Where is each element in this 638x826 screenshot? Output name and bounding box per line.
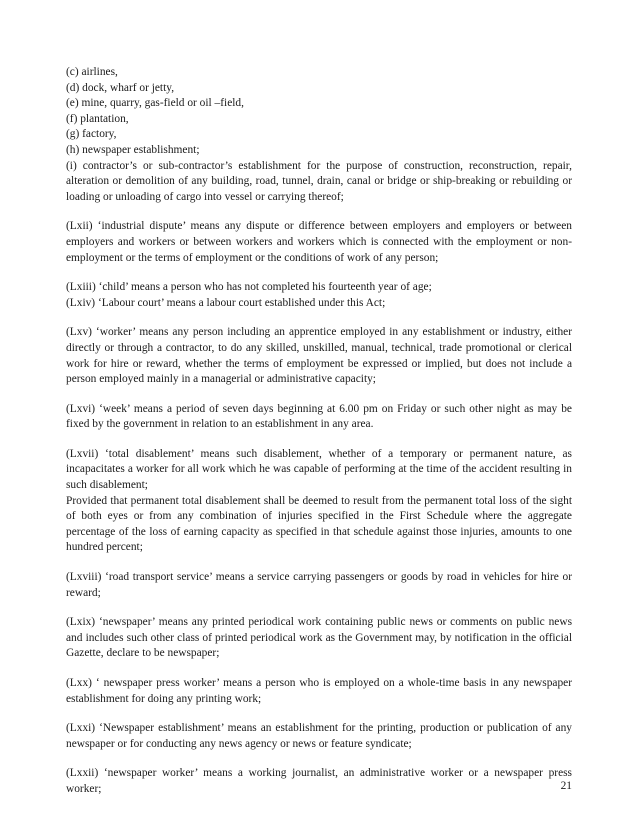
list-item-d: (d) dock, wharf or jetty, [66,81,175,94]
definition-lxvii: (Lxvii) ‘total disablement’ means such disablement, whether of a temporary or permanent nature, as incapacitates a worker for all work which he was capable of performing at the time of the accident resulting in such disablement; [66,447,572,492]
paragraph-gap [66,266,572,280]
definition-lxv: (Lxv) ‘worker’ means any person including an apprentice employed in any establishment or industry, either directly or through a contractor, to do any skilled, unskilled, manual, technical, trade promotional or clerical work for hire or reward, whether the terms of employment be expressed or implied, but does not include a person employed mainly in a managerial or administrative capacity; [66,326,572,386]
document-page [66,65,572,798]
paragraph-gap [66,311,572,325]
definition-lxviii: (Lxviii) ‘road transport service’ means a service carrying passengers or goods by road in vehicles for hire or reward; [66,571,572,599]
list-item-c: (c) airlines, [66,66,118,78]
paragraph-gap [66,388,572,402]
paragraph-gap [66,601,572,615]
list-item-e: (e) mine, quarry, gas-field or oil –field, [66,97,244,110]
paragraph-gap [66,556,572,570]
definition-lxiii: (Lxiii) ‘child’ means a person who has not completed his fourteenth year of age; [66,281,432,294]
definition-lxxi: (Lxxi) ‘Newspaper establishment’ means an establishment for the printing, production or publication of any newspaper or for conducting any news agency or news or feature syndicate; [66,722,572,750]
list-item-h: (h) newspaper establishment; [66,143,200,156]
definition-lxvi: (Lxvi) ‘week’ means a period of seven days beginning at 6.00 pm on Friday or such other night as may be fixed by the government in relation to an establishment in any area. [66,402,572,431]
definition-lxx: (Lxx) ‘ newspaper press worker’ means a person who is employed on a whole-time basis in any newspaper establishment for doing any printing work; [66,677,572,705]
paragraph-gap [66,707,572,721]
list-item-g: (g) factory, [66,128,117,141]
definition-lxix: (Lxix) ‘newspaper’ means any printed periodical work containing public news or comments on public news and includes such other class of printed periodical work as the Government may, by notification in the official Gazette, declare to be newspaper; [66,616,572,660]
definition-lxvii-proviso: Provided that permanent total disablement shall be deemed to result from the permanent total loss of the sight of both eyes or from any combination of injuries specified in the First Schedule where the aggregate percentage of the loss of earning capacity as specified in that schedule against those injuries, amounts to one hundred percent; [66,494,572,554]
paragraph-gap [66,662,572,676]
page-number: 21 [560,780,572,792]
definition-lxiv: (Lxiv) ‘Labour court’ means a labour court established under this Act; [66,296,386,309]
paragraph-gap [66,752,572,766]
list-item-f: (f) plantation, [66,112,129,125]
paragraph-gap [66,433,572,447]
list-item-i: (i) contractor’s or sub-contractor’s establishment for the purpose of construction, reconstruction, repair, alteration or demolition of any building, road, tunnel, drain, canal or bridge or ship-breaking or rebuilding or loading or unloading of cargo into vessel or carrying thereof; [66,159,572,203]
definition-lxii: (Lxii) ‘industrial dispute’ means any dispute or difference between employers and employers or between employers and workers or between workers and workers which is connected with the employment or non-employment or the terms of employment or the conditions of work of any person; [66,220,572,264]
definition-lxxii: (Lxxii) ‘newspaper worker’ means a working journalist, an administrative worker or a newspaper press worker; [66,767,572,795]
paragraph-gap [66,205,572,219]
